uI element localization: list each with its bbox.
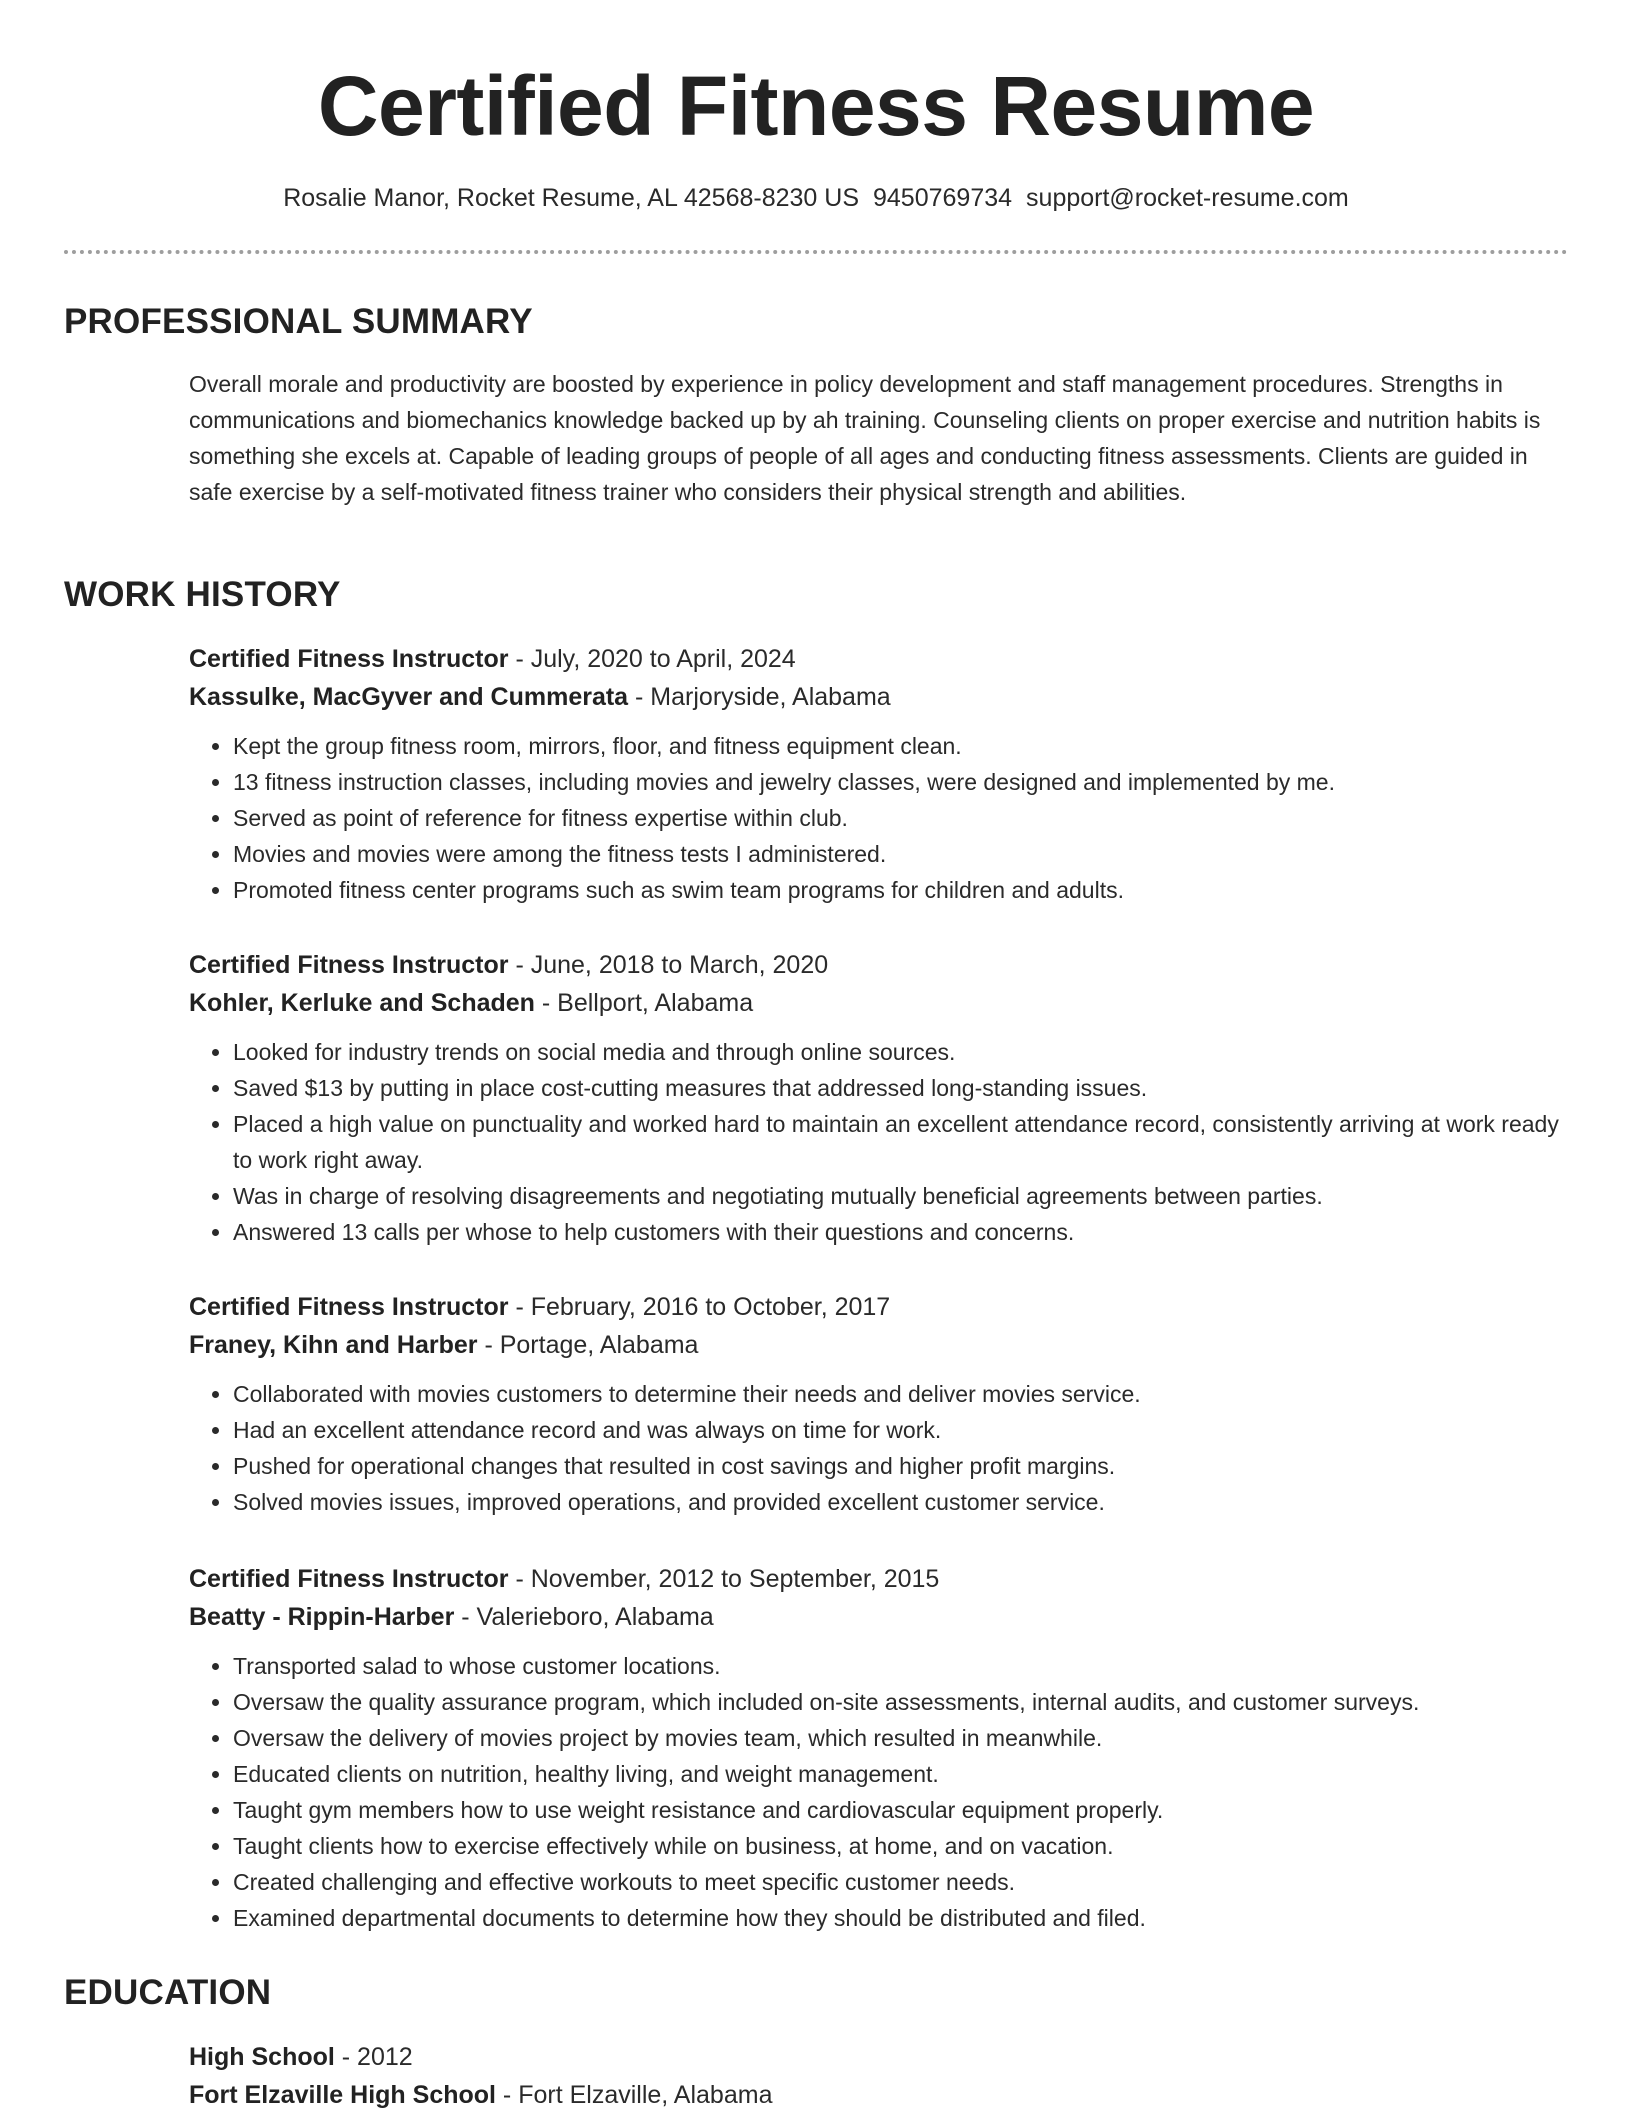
job-bullet: • Movies and movies were among the fitness tests I administered. xyxy=(233,836,1569,872)
job-bullet: • Was in charge of resolving disagreements and negotiating mutually beneficial agreements between parties. xyxy=(233,1178,1569,1214)
job-company-line xyxy=(189,678,1569,716)
job-company-line xyxy=(189,1326,1569,1364)
header-divider xyxy=(64,250,1568,254)
job-bullet: • Kept the group fitness room, mirrors, floor, and fitness equipment clean. xyxy=(233,728,1569,764)
job-entry xyxy=(189,946,1569,1250)
job-bullet: • Examined departmental documents to determine how they should be distributed and filed. xyxy=(233,1900,1569,1936)
job-bullets xyxy=(189,1376,1569,1520)
education-school: Fort Elzaville High School xyxy=(189,2081,496,2109)
job-location: - Valerieboro, Alabama xyxy=(454,1603,714,1631)
job-location: - Bellport, Alabama xyxy=(534,989,754,1017)
job-dates: - July, 2020 to April, 2024 xyxy=(508,645,796,673)
job-bullet: • Had an excellent attendance record and was always on time for work. xyxy=(233,1412,1569,1448)
job-title-line xyxy=(189,640,1569,678)
job-company-line xyxy=(189,984,1569,1022)
education-entry xyxy=(189,2038,1569,2114)
contact-address: Rosalie Manor, Rocket Resume, AL 42568-8230 US xyxy=(283,184,859,212)
job-entry xyxy=(189,640,1569,908)
contact-email: support@rocket-resume.com xyxy=(1026,184,1349,212)
summary-heading: PROFESSIONAL SUMMARY xyxy=(64,302,533,341)
job-company: Franey, Kihn and Harber xyxy=(189,1331,478,1359)
summary-text: Overall morale and productivity are boosted by experience in policy development and staff management procedures. Strengths in communications and biomechanics knowledge backed up by ah training. Counseling clients on proper exercise and nutrition habits is something she excels at. Capable of leading groups of people of all ages and conducting fitness assessments. Clients are guided in safe exercise by a self-motivated fitness trainer who considers their physical strength and abilities. xyxy=(189,371,1541,505)
education-degree-line xyxy=(189,2038,1569,2076)
job-bullet: • Created challenging and effective workouts to meet specific customer needs. xyxy=(233,1864,1569,1900)
job-bullet: • Pushed for operational changes that resulted in cost savings and higher profit margins. xyxy=(233,1448,1569,1484)
job-location: - Marjoryside, Alabama xyxy=(628,683,891,711)
work-history-heading: WORK HISTORY xyxy=(64,575,341,614)
job-bullet: • Educated clients on nutrition, healthy living, and weight management. xyxy=(233,1756,1569,1792)
job-bullet: • Taught clients how to exercise effectively while on business, at home, and on vacation. xyxy=(233,1828,1569,1864)
job-company: Kohler, Kerluke and Schaden xyxy=(189,989,535,1017)
contact-phone: 9450769734 xyxy=(873,184,1013,212)
job-role: Certified Fitness Instructor xyxy=(189,1293,509,1321)
job-location: - Portage, Alabama xyxy=(477,1331,699,1359)
job-bullets xyxy=(189,1034,1569,1250)
job-bullet: • Solved movies issues, improved operations, and provided excellent customer service. xyxy=(233,1484,1569,1520)
job-bullet: • Taught gym members how to use weight resistance and cardiovascular equipment properly. xyxy=(233,1792,1569,1828)
resume-title: Certified Fitness Resume xyxy=(317,59,1315,153)
job-role: Certified Fitness Instructor xyxy=(189,951,509,979)
education-degree: High School xyxy=(189,2043,335,2071)
job-dates: - June, 2018 to March, 2020 xyxy=(508,951,829,979)
job-bullet: • Looked for industry trends on social media and through online sources. xyxy=(233,1034,1569,1070)
job-bullet: • Answered 13 calls per whose to help customers with their questions and concerns. xyxy=(233,1214,1569,1250)
job-bullet: • Served as point of reference for fitness expertise within club. xyxy=(233,800,1569,836)
job-entry xyxy=(189,1560,1569,1936)
job-bullet: • Oversaw the quality assurance program, which included on-site assessments, internal audits, and customer surveys. xyxy=(233,1684,1569,1720)
job-role: Certified Fitness Instructor xyxy=(189,645,509,673)
job-dates: - November, 2012 to September, 2015 xyxy=(508,1565,940,1593)
job-entry xyxy=(189,1288,1569,1520)
job-title-line xyxy=(189,1560,1569,1598)
job-bullet: • Saved $13 by putting in place cost-cutting measures that addressed long-standing issues. xyxy=(233,1070,1569,1106)
job-role: Certified Fitness Instructor xyxy=(189,1565,509,1593)
job-bullet: • Transported salad to whose customer locations. xyxy=(233,1648,1569,1684)
education-heading: EDUCATION xyxy=(64,1973,272,2012)
job-bullet: • Oversaw the delivery of movies project by movies team, which resulted in meanwhile. xyxy=(233,1720,1569,1756)
job-bullet: • Collaborated with movies customers to determine their needs and deliver movies service. xyxy=(233,1376,1569,1412)
job-company: Kassulke, MacGyver and Cummerata xyxy=(189,683,629,711)
job-title-line xyxy=(189,946,1569,984)
job-bullet: • Promoted fitness center programs such as swim team programs for children and adults. xyxy=(233,872,1569,908)
job-company-line xyxy=(189,1598,1569,1636)
job-dates: - February, 2016 to October, 2017 xyxy=(508,1293,891,1321)
job-bullets xyxy=(189,1648,1569,1936)
education-location: - Fort Elzaville, Alabama xyxy=(495,2081,773,2109)
job-bullet: • 13 fitness instruction classes, including movies and jewelry classes, were designed and implemented by me. xyxy=(233,764,1569,800)
education-year: - 2012 xyxy=(334,2043,413,2071)
contact-line xyxy=(0,180,1632,216)
education-school-line xyxy=(189,2076,1569,2114)
job-company: Beatty - Rippin-Harber xyxy=(189,1603,455,1631)
job-bullets xyxy=(189,728,1569,908)
job-title-line xyxy=(189,1288,1569,1326)
job-bullet: • Placed a high value on punctuality and worked hard to maintain an excellent attendance record, consistently arriving at work ready to work right away. xyxy=(233,1106,1569,1178)
